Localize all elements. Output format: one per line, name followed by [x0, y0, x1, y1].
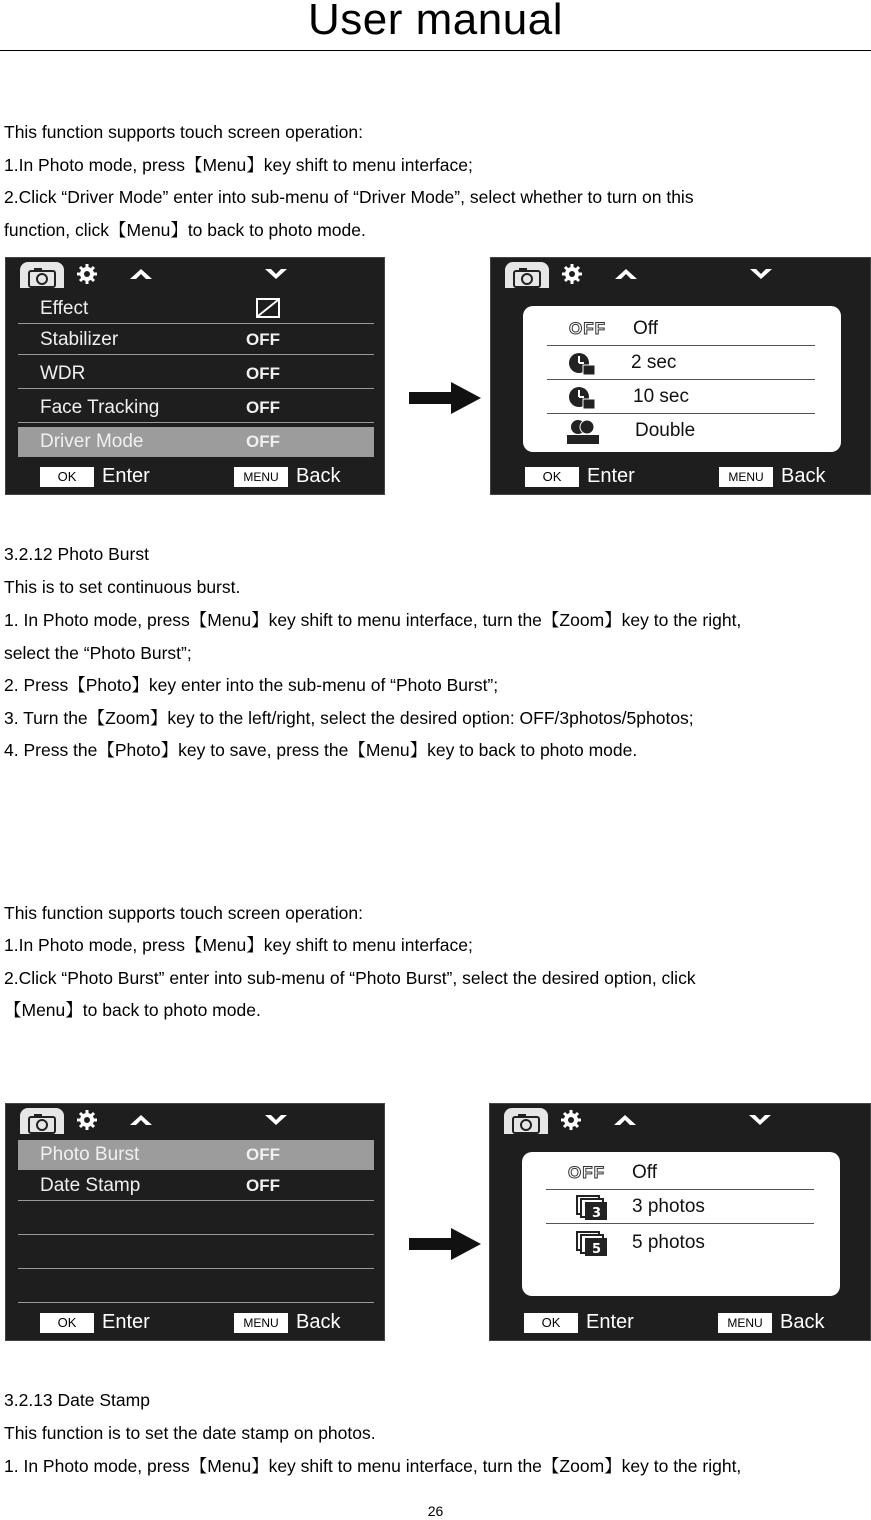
options-popup [522, 1152, 840, 1296]
arrow-down-icon [749, 268, 773, 280]
menu-item-label: WDR [40, 363, 86, 384]
scroll-down-button[interactable] [748, 1114, 772, 1126]
settings-tab[interactable] [561, 263, 583, 285]
option-10-sec[interactable] [547, 380, 815, 414]
option-label: Off [632, 1162, 657, 1183]
menu-item-empty [18, 1273, 374, 1303]
paragraph-line: function, click【Menu】to back to photo mode. [4, 220, 366, 240]
camera-tab[interactable] [20, 262, 64, 288]
option-label: 3 photos [632, 1196, 705, 1217]
menu-item-label: Date Stamp [40, 1175, 141, 1196]
scroll-up-button[interactable] [614, 268, 638, 280]
menu-item-face-tracking[interactable] [18, 393, 374, 423]
gear-icon [76, 1109, 98, 1131]
ok-button[interactable]: OK [40, 467, 94, 487]
menu-item-stabilizer[interactable] [18, 325, 374, 355]
scroll-up-button[interactable] [129, 268, 153, 280]
gear-icon [560, 1109, 582, 1131]
option-label: 5 photos [632, 1232, 705, 1253]
page-number: 26 [427, 1503, 444, 1519]
menu-item-value: OFF [246, 1145, 280, 1164]
camera-icon [504, 1108, 548, 1134]
paragraph-line: 3. Turn the【Zoom】key to the left/right, select the desired option: OFF/3photos/5photos; [4, 708, 694, 728]
enter-label: Enter [102, 465, 150, 487]
menu-button[interactable]: MENU [718, 1313, 772, 1333]
menu-item-wdr[interactable] [18, 359, 374, 389]
menu-item-effect[interactable] [18, 294, 374, 324]
camera-icon [505, 262, 549, 288]
paragraph-line: 4. Press the【Photo】key to save, press the【Menu】key to back to photo mode. [4, 740, 638, 760]
option-off[interactable] [546, 1156, 814, 1190]
paragraph-line: 【Menu】to back to photo mode. [4, 1000, 261, 1020]
menu-item-empty [18, 1205, 374, 1235]
screen-bottom-bar [6, 1310, 384, 1340]
scroll-down-button[interactable] [264, 1114, 288, 1126]
option-3-photos[interactable] [546, 1190, 814, 1224]
arrow-right-icon [409, 382, 481, 414]
enter-label: Enter [102, 1311, 150, 1333]
paragraph-line: 2.Click “Driver Mode” enter into sub-menu of “Driver Mode”, select whether to turn on this [4, 187, 694, 207]
camera-tab[interactable] [20, 1108, 64, 1134]
paragraph-line: This function supports touch screen operation: [4, 122, 363, 142]
arrow-down-icon [264, 268, 288, 280]
arrow-up-icon [129, 268, 153, 280]
option-double[interactable] [547, 414, 815, 448]
off-icon: OFF [568, 1163, 605, 1182]
settings-tab[interactable] [76, 263, 98, 285]
driver-mode-menu-screen [5, 257, 385, 495]
paragraph-line: 1.In Photo mode, press【Menu】key shift to menu interface; [4, 155, 473, 175]
section-heading: 3.2.12 Photo Burst [4, 544, 149, 564]
paragraph-line: 2.Click “Photo Burst” enter into sub-menu of “Photo Burst”, select the desired option, click [4, 968, 696, 988]
camera-tab[interactable] [505, 262, 549, 288]
menu-item-label: Face Tracking [40, 397, 160, 418]
arrow-up-icon [129, 1114, 153, 1126]
option-2-sec[interactable] [547, 346, 815, 380]
menu-item-photo-burst[interactable] [18, 1140, 374, 1170]
scroll-down-button[interactable] [749, 268, 773, 280]
burst-5-icon [576, 1231, 608, 1262]
menu-item-label: Stabilizer [40, 329, 119, 350]
paragraph-line: This is to set continuous burst. [4, 577, 241, 597]
effect-icon [256, 298, 280, 323]
menu-item-value: OFF [246, 364, 280, 383]
back-label: Back [780, 1311, 825, 1333]
arrow-down-icon [748, 1114, 772, 1126]
menu-item-label: Photo Burst [40, 1144, 140, 1165]
scroll-up-button[interactable] [613, 1114, 637, 1126]
scroll-up-button[interactable] [129, 1114, 153, 1126]
ok-button[interactable]: OK [40, 1313, 94, 1333]
section-heading: 3.2.13 Date Stamp [4, 1390, 150, 1410]
enter-label: Enter [587, 465, 635, 487]
screen-bottom-bar [6, 464, 384, 494]
timer-double-icon [567, 419, 601, 450]
timer-10s-icon [567, 385, 597, 416]
paragraph-line: This function supports touch screen operation: [4, 903, 363, 923]
menu-button[interactable]: MENU [719, 467, 773, 487]
enter-label: Enter [586, 1311, 634, 1333]
option-label: Off [633, 318, 658, 339]
settings-tab[interactable] [76, 1109, 98, 1131]
options-popup [523, 306, 841, 452]
ok-button[interactable]: OK [525, 467, 579, 487]
paragraph-line: 2. Press【Photo】key enter into the sub-menu of “Photo Burst”; [4, 675, 499, 695]
paragraph-line: 1. In Photo mode, press【Menu】key shift to menu interface, turn the【Zoom】key to the right, [4, 1456, 742, 1476]
screen-bottom-bar [491, 464, 870, 494]
arrow-up-icon [613, 1114, 637, 1126]
menu-item-value: OFF [246, 1176, 280, 1195]
svg-text:3: 3 [592, 1206, 602, 1221]
off-icon: OFF [569, 319, 606, 338]
option-label: Double [635, 420, 696, 441]
menu-item-value: OFF [246, 432, 280, 451]
screen-top-bar [490, 1104, 870, 1134]
screen-top-bar [491, 258, 870, 288]
menu-button[interactable]: MENU [234, 467, 288, 487]
screen-top-bar [6, 258, 384, 288]
menu-item-label: Effect [40, 298, 89, 319]
paragraph-line: select the “Photo Burst”; [4, 643, 192, 663]
menu-button[interactable]: MENU [234, 1313, 288, 1333]
arrow-up-icon [614, 268, 638, 280]
photo-burst-menu-screen [5, 1103, 385, 1341]
screen-top-bar [6, 1104, 384, 1134]
option-5-photos[interactable] [546, 1226, 814, 1260]
menu-item-driver-mode[interactable] [18, 427, 374, 457]
header-divider [0, 50, 871, 51]
camera-icon [20, 262, 64, 288]
timer-2s-icon [567, 351, 597, 382]
arrow-down-icon [264, 1114, 288, 1126]
gear-icon [76, 263, 98, 285]
paragraph-line: This function is to set the date stamp on photos. [4, 1423, 376, 1443]
screen-bottom-bar [490, 1310, 870, 1340]
svg-text:5: 5 [592, 1242, 602, 1257]
menu-item-value: OFF [246, 330, 280, 349]
page-title: User manual [308, 0, 563, 44]
settings-tab[interactable] [560, 1109, 582, 1131]
option-label: 10 sec [633, 386, 689, 407]
gear-icon [561, 263, 583, 285]
menu-item-value: OFF [246, 398, 280, 417]
paragraph-line: 1.In Photo mode, press【Menu】key shift to menu interface; [4, 935, 473, 955]
back-label: Back [296, 1311, 341, 1333]
menu-item-date-stamp[interactable] [18, 1171, 374, 1201]
arrow-right-icon [409, 1228, 481, 1260]
camera-icon [20, 1108, 64, 1134]
option-label: 2 sec [631, 352, 677, 373]
menu-item-label: Driver Mode [40, 431, 144, 452]
photo-burst-options-screen [489, 1103, 871, 1341]
camera-tab[interactable] [504, 1108, 548, 1134]
scroll-down-button[interactable] [264, 268, 288, 280]
back-label: Back [296, 465, 341, 487]
option-off[interactable] [547, 312, 815, 346]
back-label: Back [781, 465, 826, 487]
menu-item-empty [18, 1239, 374, 1269]
burst-3-icon [576, 1195, 608, 1226]
driver-mode-options-screen [490, 257, 871, 495]
paragraph-line: 1. In Photo mode, press【Menu】key shift to menu interface, turn the【Zoom】key to the right, [4, 610, 742, 630]
ok-button[interactable]: OK [524, 1313, 578, 1333]
